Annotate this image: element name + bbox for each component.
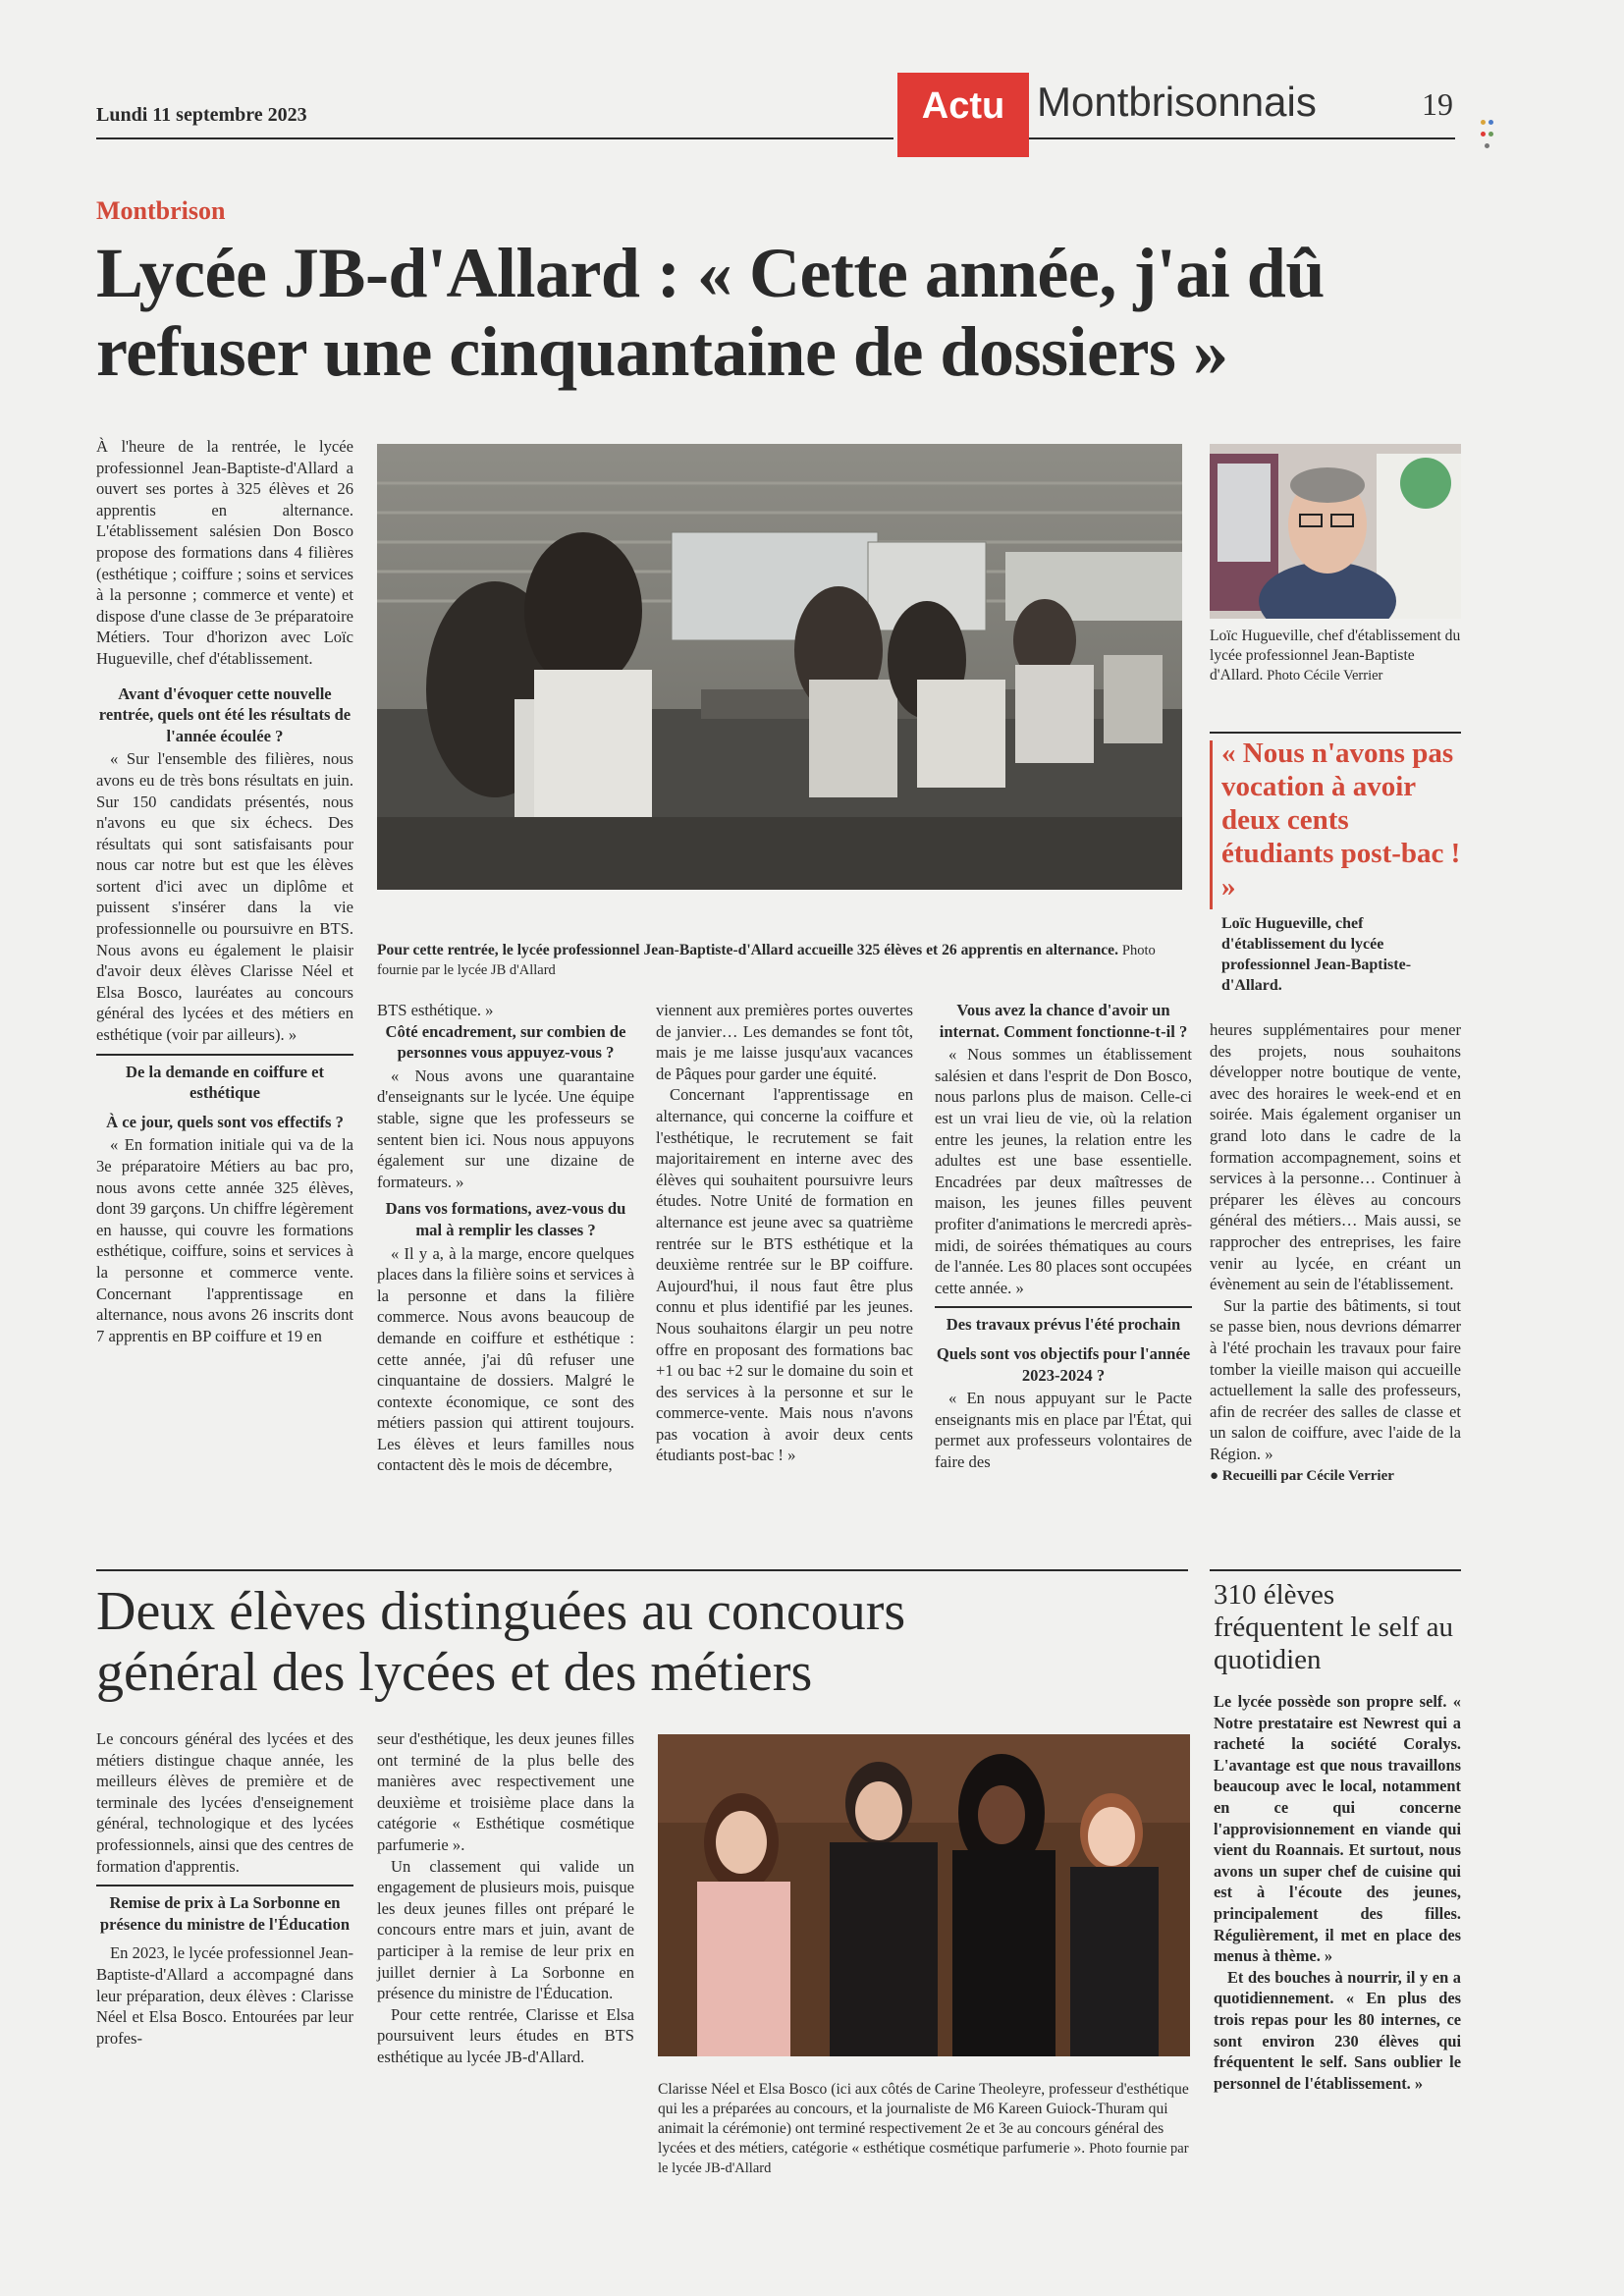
article2-column-1 — [96, 1728, 353, 2049]
article2-paragraph-2: En 2023, le lycée professionnel Jean-Baptiste-d'Allard a accompagné dans leur préparation, deux élèves : Clarisse Néel et Elsa Bosco. Entourées par leur profes- — [96, 1943, 353, 2048]
masthead-rule — [96, 137, 893, 139]
ceremony-photo-credit: Photo fournie par le lycée JB-d'Allard — [658, 2141, 1189, 2176]
sidebar-headline: 310 élèves fréquentent le self au quotidien — [1214, 1579, 1453, 1675]
byline: ● Recueilli par Cécile Verrier — [1210, 1468, 1394, 1485]
article-column-5 — [1210, 1019, 1461, 1488]
sidebar-rule — [1210, 1569, 1461, 1571]
article-column-3 — [656, 1000, 913, 1466]
classroom-photo — [377, 444, 1182, 890]
masthead-rule-right — [1029, 137, 1455, 139]
answer-4-continued: viennent aux premières portes ouvertes de janvier… Les demandes se font tôt, mais je me laisse jusqu'aux vacances de Pâques pour garder une équité. — [656, 1001, 913, 1083]
answer-2-continued: BTS esthétique. » — [377, 1001, 494, 1019]
classroom-photo-credit: Photo fournie par le lycée JB d'Allard — [377, 943, 1156, 978]
pullquote — [1210, 737, 1461, 996]
answer-3: « Nous avons une quarantaine d'enseignants sur le lycée. Une équipe stable, signe que les professeurs se sentent bien ici. Nous nous appuyons également sur une dizaine de formateurs. » — [377, 1066, 634, 1191]
pullquote-rule — [1210, 732, 1461, 734]
answer-2: « En formation initiale qui va de la 3e préparatoire Métiers au bac pro, nous avons cette année 325 élèves, dont 39 garçons. Un chiffre légèrement en hausse, qui couvre les formations esthétique, coiffure, soins et services à la personne et commerce vente. Concernant l'apprentissage en alternance, nous avons 26 inscrits dont 7 apprentis en BP coiffure et 19 en — [96, 1135, 353, 1345]
answer-6: « En nous appuyant sur le Pacte enseignants mis en place par l'État, qui permet aux professeurs volontaires de faire des — [935, 1389, 1192, 1471]
answer-6-continued: heures supplémentaires pour mener des projets, nous souhaitons développer notre boutique de vente, avec des horaires le week-end et en soirée. Mais également organiser un grand loto dans le cadre de la formation accompagnement, soins et services à la personne… Continuer à préparer les élèves au concours général des métiers… Mais aussi, se rapprocher des entreprises, les faire venir au lycée, en créant un évènement au sein de l'établissement. — [1210, 1020, 1461, 1294]
portrait-photo-credit: Photo Cécile Verrier — [1267, 668, 1383, 683]
brand-name: Montbrisonnais — [1037, 79, 1317, 125]
lead-paragraph: À l'heure de la rentrée, le lycée professionnel Jean-Baptiste-d'Allard a ouvert ses portes à 325 élèves et 26 apprentis en alternance. L'établissement salésien Don Bosco propose des formations dans 4 filières (esthétique ; coiffure ; soins et services à la personne ; commerce et vente) et dispose d'une classe de 3e préparatoire Métiers. Tour d'horizon avec Loïc Hugueville, chef d'établissement. — [96, 437, 353, 668]
question-5: Vous avez la chance d'avoir un internat. Comment fonctionne-t-il ? — [939, 1001, 1188, 1041]
sidebar-paragraph-1: Le lycée possède son propre self. « Notre prestataire est Newrest qui a racheté la société Coralys. L'avantage est que nous travaillons beaucoup avec le local, notamment en ce qui concerne l'approvisionnement en viande qui vient du Roannais. Et surtout, nous avons un super chef de cuisine qui est à l'écoute des jeunes, principalement des filles. Régulièrement, il met en place des menus à thème. » — [1214, 1692, 1461, 1966]
ceremony-photo-image — [658, 1734, 1190, 2056]
headline — [96, 234, 1471, 391]
brand-tag: Actu — [897, 73, 1029, 157]
article2-top-rule — [96, 1569, 1188, 1571]
article2-paragraph-1: Le concours général des lycées et des métiers distingue chaque année, les meilleurs élèves de première et de terminale des lycées d'enseignement général, technologique et des lycées professionnels, ainsi que des centres de formation d'apprentis. — [96, 1729, 353, 1876]
headline-line-1: Lycée JB-d'Allard : « Cette année, j'ai dû — [96, 234, 1325, 312]
article-column-1 — [96, 436, 353, 1346]
article2-headline-line-1: Deux élèves distinguées au concours — [96, 1581, 906, 1642]
answer-5: « Nous sommes un établissement salésien et dans l'esprit de Don Bosco, nous parlons plus de maison. Celle-ci est un vrai lieu de vie, où la relation entre les jeunes, la relation entre les adultes est une base essentielle. Encadrées par deux maîtresses de maison, les jeunes filles peuvent profiter d'animations le mercredi après-midi, de soirées thématiques au cours de l'année. Les 80 places sont occupées cette année. » — [935, 1045, 1192, 1297]
article2-subheading: Remise de prix à La Sorbonne en présence du ministre de l'Éducation — [96, 1885, 353, 1935]
pullquote-text: « Nous n'avons pas vocation à avoir deux cents étudiants post-bac ! » — [1221, 738, 1461, 902]
article-column-4 — [935, 1000, 1192, 1472]
pullquote-bar — [1210, 740, 1213, 909]
article-column-2 — [377, 1000, 634, 1476]
ceremony-photo — [658, 1734, 1190, 2056]
ceremony-caption-text: Clarisse Néel et Elsa Bosco (ici aux côtés de Carine Theoleyre, professeur d'esthétique qui les a préparées au concours, et la journaliste de M6 Kareen Guiock-Thuram qui animait la cérémonie) ont terminé respectivement 2e et 3e au concours général des lycées et des métiers, catégorie « esthétique cosmétique parfumerie ». — [658, 2081, 1189, 2157]
dots-decoration — [1481, 120, 1494, 157]
portrait-caption-text: Loïc Hugueville, chef d'établissement du lycée professionnel Jean-Baptiste d'Allard. — [1210, 628, 1461, 683]
question-4: Dans vos formations, avez-vous du mal à remplir les classes ? — [385, 1199, 626, 1239]
portrait-caption — [1210, 627, 1461, 685]
ceremony-photo-caption — [658, 2080, 1190, 2178]
answer-4: « Il y a, à la marge, encore quelques places dans la filière soins et services à la personne et dans la filière commerce. Nous avons beaucoup de demande en coiffure et esthétique : cette année, j'ai dû refuser une cinquantaine de dossiers. Malgré le contexte économique, ce sont des métiers passion qui attirent toujours. Les élèves et leurs familles nous contactent dès le mois de décembre, — [377, 1243, 634, 1475]
answer-1: « Sur l'ensemble des filières, nous avons eu de très bons résultats en juin. Sur 150 candidats présentés, nous n'avons eu que six échecs. Des résultats qui sont satisfaisants pour nous car notre but est que les élèves sortent d'ici avec un diplôme et puissent s'insérer dans la vie professionnelle ou poursuivre en BTS. Nous avons eu également le plaisir d'avoir deux élèves Clarisse Néel et Elsa Bosco, lauréates au concours général des lycées et des métiers en esthétique (voir par ailleurs). » — [96, 749, 353, 1045]
article2-paragraph-4: Un classement qui valide un engagement de plusieurs mois, puisque les deux jeunes filles ont préparé le concours entre mars et juin, avant de participer à la remise de leur prix en juillet dernier à La Sorbonne en présence du ministre de l'Éducation. — [377, 1856, 634, 2003]
article2-paragraph-3: seur d'esthétique, les deux jeunes filles ont terminé de la plus belle des manières avec respectivement une deuxième et troisième place dans la catégorie « Esthétique cosmétique parfumerie ». — [377, 1729, 634, 1854]
article2-column-2 — [377, 1728, 634, 2068]
article2-headline-line-2: général des lycées et des métiers — [96, 1642, 813, 1703]
subheading-demand: De la demande en coiffure et esthétique — [96, 1054, 353, 1104]
sidebar-paragraph-2: Et des bouches à nourrir, il y en a quotidiennement. « En plus des trois repas pour les 80 internes, ce sont environ 230 élèves qui fréquentent le self. Sans oublier le personnel de l'établissement. » — [1214, 1967, 1461, 2093]
question-1: Avant d'évoquer cette nouvelle rentrée, quels ont été les résultats de l'année écoulée ? — [98, 683, 352, 745]
pullquote-attribution: Loïc Hugueville, chef d'établissement du lycée professionnel Jean-Baptiste-d'Allard. — [1221, 915, 1412, 994]
page-number: 19 — [1422, 86, 1453, 122]
article2-headline — [96, 1581, 1186, 1703]
question-2: À ce jour, quels sont vos effectifs ? — [106, 1112, 344, 1131]
classroom-photo-caption — [377, 941, 1182, 980]
classroom-photo-image — [377, 444, 1182, 890]
apprenticeship-paragraph: Concernant l'apprentissage en alternance, qui concerne la coiffure et l'esthétique, le recrutement se fait majoritairement en interne avec des élèves qui souhaitent poursuivre leurs études. Notre Unité de formation en alternance est jeune avec sa quatrième rentrée sur le BTS esthétique et la deuxième rentrée sur le BP coiffure. Aujourd'hui, il nous faut être plus connu et plus identifié par les jeunes. Nous souhaitons élargir un peu notre offre en proposant des formations bac +1 ou bac +2 sur le domaine du soin et des services à la personne et sur le commerce-vente. Mais nous n'avons pas vocation à avoir deux cents étudiants post-bac ! » — [656, 1085, 913, 1465]
portrait-photo-image — [1210, 444, 1461, 619]
buildings-paragraph: Sur la partie des bâtiments, si tout se passe bien, nous devrions démarrer à l'été prochain les travaux pour faire tomber la vieille maison qui accueille actuellement la salle des professeurs, afin de recréer des salles de classe et un salon de coiffure, avec l'aide de la Région. » — [1210, 1295, 1461, 1463]
sidebar-body — [1214, 1691, 1461, 2094]
subheading-works: Des travaux prévus l'été prochain — [935, 1306, 1192, 1336]
portrait-photo — [1210, 444, 1461, 619]
kicker: Montbrison — [96, 196, 226, 225]
issue-date: Lundi 11 septembre 2023 — [96, 104, 307, 126]
article2-paragraph-5: Pour cette rentrée, Clarisse et Elsa poursuivent leurs études en BTS esthétique au lycée JB-d'Allard. — [377, 2004, 634, 2066]
headline-line-2: refuser une cinquantaine de dossiers » — [96, 312, 1228, 391]
question-3: Côté encadrement, sur combien de personnes vous appuyez-vous ? — [385, 1021, 626, 1063]
classroom-caption-text: Pour cette rentrée, le lycée professionnel Jean-Baptiste-d'Allard accueille 325 élèves et 26 apprentis en alternance. — [377, 942, 1118, 958]
question-6: Quels sont vos objectifs pour l'année 2023-2024 ? — [936, 1343, 1191, 1385]
